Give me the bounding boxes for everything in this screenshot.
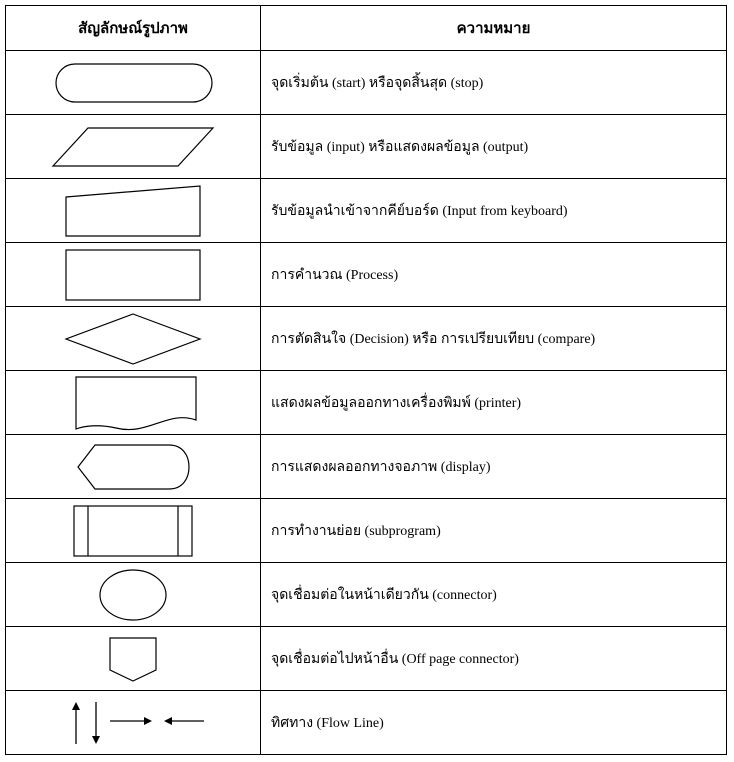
symbol-cell [6,179,261,243]
meaning-cell: การคำนวณ (Process) [261,243,727,307]
connector-icon [93,567,173,623]
table-row [6,499,727,563]
table-row [6,307,727,371]
table-row [6,371,727,435]
meaning-cell: รับข้อมูลนำเข้าจากคีย์บอร์ด (Input from keyboard) [261,179,727,243]
symbol-cell [6,243,261,307]
meaning-cell: การทำงานย่อย (subprogram) [261,499,727,563]
manual-input-icon [58,183,208,239]
symbol-cell [6,627,261,691]
terminator-icon [48,58,218,108]
meaning-cell: รับข้อมูล (input) หรือแสดงผลข้อมูล (output) [261,115,727,179]
meaning-column-header: ความหมาย [261,6,727,51]
symbol-cell [6,691,261,755]
flowchart-symbol-table [5,5,727,755]
table-header-row [6,6,727,51]
symbol-cell [6,307,261,371]
table-row [6,563,727,627]
symbol-cell [6,563,261,627]
symbol-cell [6,499,261,563]
table-row [6,243,727,307]
meaning-cell: จุดเชื่อมต่อไปหน้าอื่น (Off page connector) [261,627,727,691]
meaning-cell: ทิศทาง (Flow Line) [261,691,727,755]
symbol-cell [6,371,261,435]
table-row [6,51,727,115]
meaning-cell: จุดเชื่อมต่อในหน้าเดียวกัน (connector) [261,563,727,627]
table-row [6,179,727,243]
symbol-cell [6,51,261,115]
meaning-cell: การตัดสินใจ (Decision) หรือ การเปรียบเทียบ (compare) [261,307,727,371]
display-icon [73,442,193,492]
symbol-cell [6,435,261,499]
symbol-cell [6,115,261,179]
table-row [6,435,727,499]
symbol-column-header: สัญลักษณ์รูปภาพ [6,6,261,51]
table-row [6,691,727,755]
off-page-connector-icon [103,633,163,685]
flow-line-arrows-icon [58,698,208,748]
meaning-cell: การแสดงผลออกทางจอภาพ (display) [261,435,727,499]
meaning-cell: แสดงผลข้อมูลออกทางเครื่องพิมพ์ (printer) [261,371,727,435]
table-row [6,115,727,179]
process-icon [58,247,208,303]
document-printer-icon [58,374,208,432]
meaning-cell: จุดเริ่มต้น (start) หรือจุดสิ้นสุด (stop) [261,51,727,115]
table-row [6,627,727,691]
subprogram-icon [68,503,198,559]
input-output-icon [48,122,218,172]
decision-icon [58,311,208,367]
